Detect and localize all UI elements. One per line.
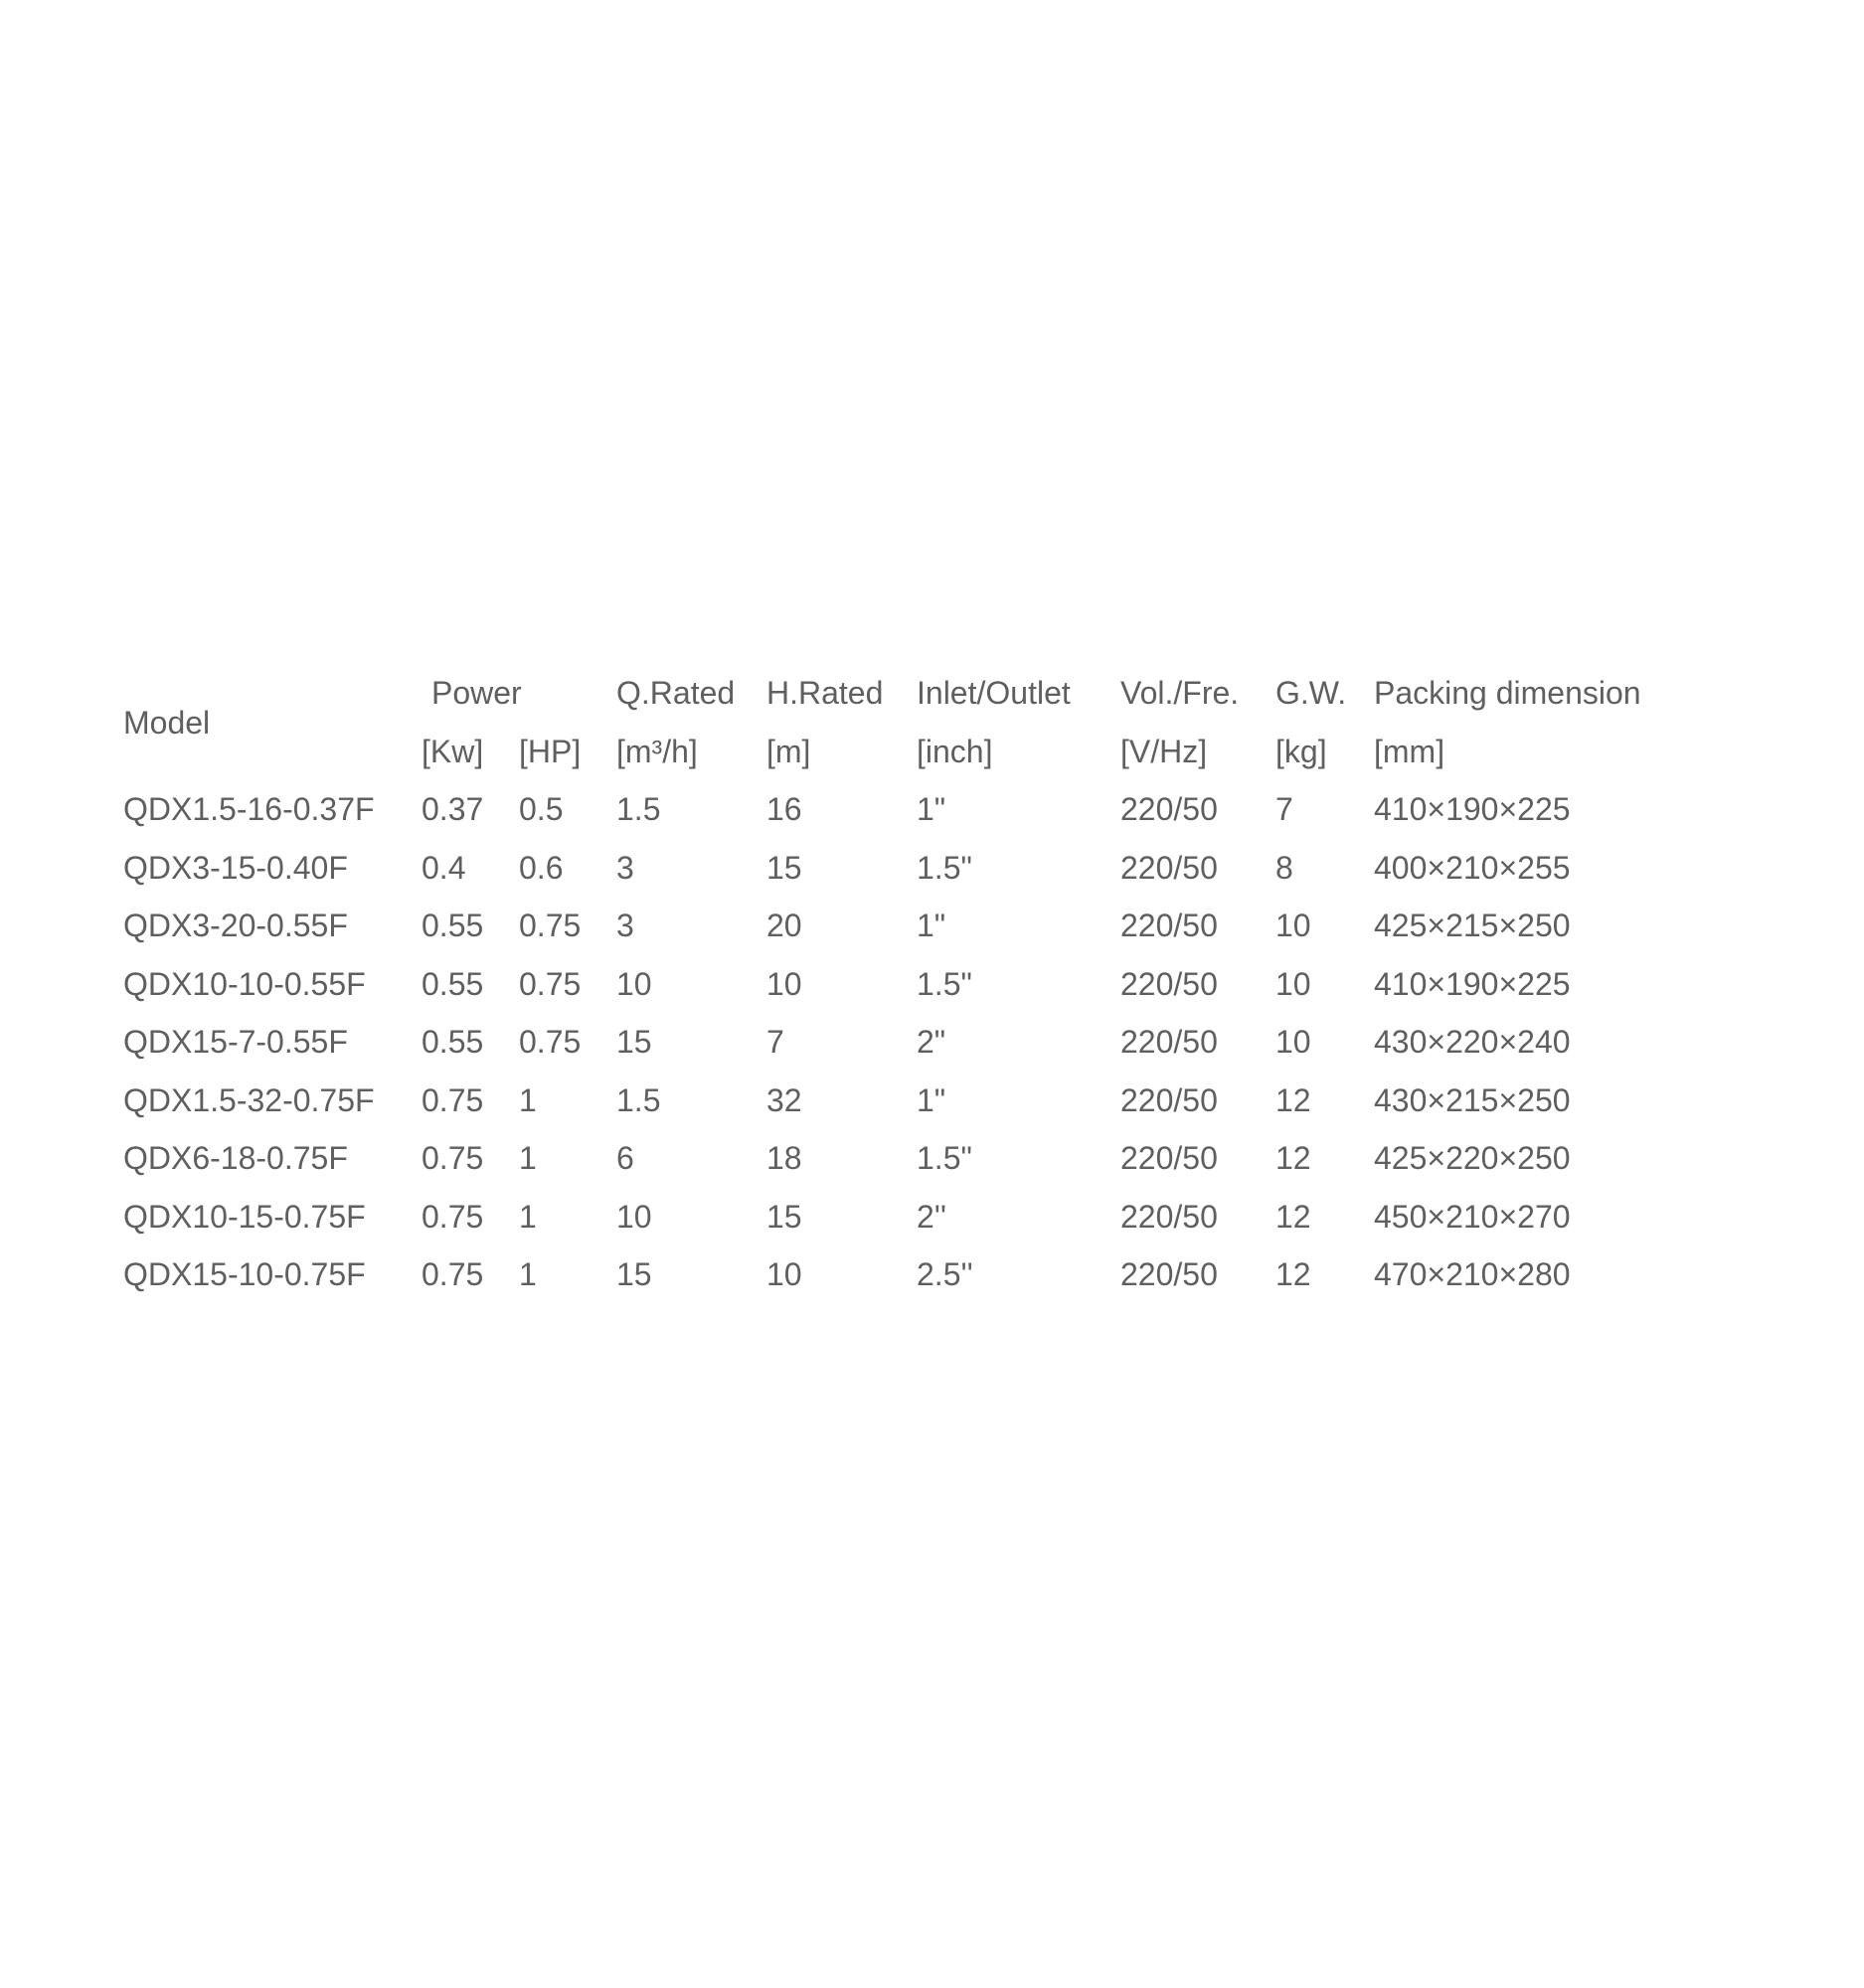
cell-vol-fre: 220/50 [1120, 1140, 1218, 1177]
cell-model: QDX3-15-0.40F [123, 849, 348, 886]
cell-inlet-outlet: 2'' [917, 1198, 947, 1235]
table-row [123, 1072, 1672, 1130]
cell-q-rated: 10 [616, 1198, 652, 1235]
cell-h-rated: 32 [766, 1081, 802, 1118]
cell-packing-dimension: 430×215×250 [1374, 1081, 1571, 1118]
cell-vol-fre: 220/50 [1120, 1024, 1218, 1061]
cell-q-rated: 15 [616, 1256, 652, 1293]
cell-power-hp: 1 [519, 1198, 537, 1235]
cell-vol-fre: 220/50 [1120, 1198, 1218, 1235]
cell-packing-dimension: 400×210×255 [1374, 849, 1571, 886]
cell-q-rated: 3 [616, 908, 634, 944]
table-row [123, 780, 1672, 839]
cell-inlet-outlet: 2.5'' [917, 1256, 973, 1293]
spec-table-body [123, 664, 1672, 1304]
cell-q-rated: 10 [616, 965, 652, 1002]
cell-q-rated: 1.5 [616, 1081, 661, 1118]
cell-q-rated: 3 [616, 849, 634, 886]
cell-packing-dimension: 470×210×280 [1374, 1256, 1571, 1293]
header-model: Model [123, 704, 211, 741]
cell-inlet-outlet: 1" [917, 791, 946, 828]
unit-hp: [HP] [519, 733, 582, 769]
table-row [123, 839, 1672, 898]
unit-inlet-outlet: [inch] [917, 733, 993, 769]
cell-power-kw: 0.55 [422, 965, 484, 1002]
cell-packing-dimension: 430×220×240 [1374, 1024, 1571, 1061]
cell-power-hp: 1 [519, 1256, 537, 1293]
cell-inlet-outlet: 1.5" [917, 965, 972, 1002]
cell-model: QDX15-7-0.55F [123, 1024, 348, 1061]
cell-power-kw: 0.55 [422, 1024, 484, 1061]
header-row-titles [123, 664, 1672, 723]
unit-h: [m] [766, 733, 811, 769]
cell-power-kw: 0.75 [422, 1256, 484, 1293]
cell-q-rated: 15 [616, 1024, 652, 1061]
unit-packing: [mm] [1374, 733, 1445, 769]
cell-packing-dimension: 425×215×250 [1374, 908, 1571, 944]
header-h-rated: H.Rated [766, 675, 884, 712]
cell-power-hp: 1 [519, 1081, 537, 1118]
table-row [123, 897, 1672, 955]
cell-gw: 8 [1275, 849, 1293, 886]
cell-vol-fre: 220/50 [1120, 1256, 1218, 1293]
cell-inlet-outlet: 1" [917, 1081, 946, 1118]
cell-vol-fre: 220/50 [1120, 791, 1218, 828]
header-inlet-outlet: Inlet/Outlet [917, 675, 1071, 712]
cell-vol-fre: 220/50 [1120, 849, 1218, 886]
cell-gw: 7 [1275, 791, 1293, 828]
cell-model: QDX3-20-0.55F [123, 908, 348, 944]
cell-model: QDX15-10-0.75F [123, 1256, 366, 1293]
cell-inlet-outlet: 1" [917, 908, 946, 944]
cell-power-hp: 0.5 [519, 791, 564, 828]
cell-power-hp: 0.6 [519, 849, 564, 886]
cell-q-rated: 1.5 [616, 791, 661, 828]
cell-gw: 10 [1275, 965, 1311, 1002]
cell-h-rated: 15 [766, 849, 802, 886]
cell-h-rated: 20 [766, 908, 802, 944]
cell-h-rated: 10 [766, 965, 802, 1002]
cell-gw: 10 [1275, 908, 1311, 944]
unit-kw: [Kw] [422, 733, 484, 769]
cell-h-rated: 18 [766, 1140, 802, 1177]
cell-h-rated: 16 [766, 791, 802, 828]
cell-gw: 12 [1275, 1256, 1311, 1293]
cell-packing-dimension: 425×220×250 [1374, 1140, 1571, 1177]
header-vol-fre: Vol./Fre. [1120, 675, 1240, 712]
cell-power-hp: 1 [519, 1140, 537, 1177]
cell-inlet-outlet: 1.5" [917, 1140, 972, 1177]
table-row [123, 955, 1672, 1014]
cell-model: QDX10-15-0.75F [123, 1198, 366, 1235]
header-gw: G.W. [1275, 675, 1347, 712]
header-q-rated: Q.Rated [616, 675, 736, 712]
cell-h-rated: 15 [766, 1198, 802, 1235]
cell-power-kw: 0.75 [422, 1198, 484, 1235]
table-row [123, 1129, 1672, 1188]
cell-power-hp: 0.75 [519, 1024, 582, 1061]
cell-power-hp: 0.75 [519, 908, 582, 944]
header-packing-dimension: Packing dimension [1374, 675, 1641, 712]
cell-vol-fre: 220/50 [1120, 908, 1218, 944]
cell-model: QDX1.5-32-0.75F [123, 1081, 375, 1118]
cell-q-rated: 6 [616, 1140, 634, 1177]
cell-vol-fre: 220/50 [1120, 1081, 1218, 1118]
cell-power-kw: 0.75 [422, 1140, 484, 1177]
cell-packing-dimension: 450×210×270 [1374, 1198, 1571, 1235]
cell-packing-dimension: 410×190×225 [1374, 791, 1571, 828]
cell-inlet-outlet: 2" [917, 1024, 946, 1061]
cell-power-kw: 0.37 [422, 791, 484, 828]
cell-h-rated: 7 [766, 1024, 784, 1061]
cell-gw: 12 [1275, 1198, 1311, 1235]
table-row [123, 1188, 1672, 1246]
cell-power-kw: 0.75 [422, 1081, 484, 1118]
table-row [123, 1013, 1672, 1072]
cell-h-rated: 10 [766, 1256, 802, 1293]
cell-model: QDX10-10-0.55F [123, 965, 366, 1002]
cell-gw: 12 [1275, 1081, 1311, 1118]
header-power: Power [431, 675, 522, 712]
pump-spec-table [123, 664, 1672, 1304]
cell-model: QDX1.5-16-0.37F [123, 791, 375, 828]
cell-power-kw: 0.55 [422, 908, 484, 944]
cell-gw: 12 [1275, 1140, 1311, 1177]
table-row [123, 1245, 1672, 1304]
unit-q: [m³/h] [616, 733, 698, 769]
cell-inlet-outlet: 1.5" [917, 849, 972, 886]
cell-packing-dimension: 410×190×225 [1374, 965, 1571, 1002]
cell-power-kw: 0.4 [422, 849, 466, 886]
unit-gw: [kg] [1275, 733, 1327, 769]
cell-power-hp: 0.75 [519, 965, 582, 1002]
cell-model: QDX6-18-0.75F [123, 1140, 348, 1177]
cell-vol-fre: 220/50 [1120, 965, 1218, 1002]
unit-vol-fre: [V/Hz] [1120, 733, 1208, 769]
cell-gw: 10 [1275, 1024, 1311, 1061]
